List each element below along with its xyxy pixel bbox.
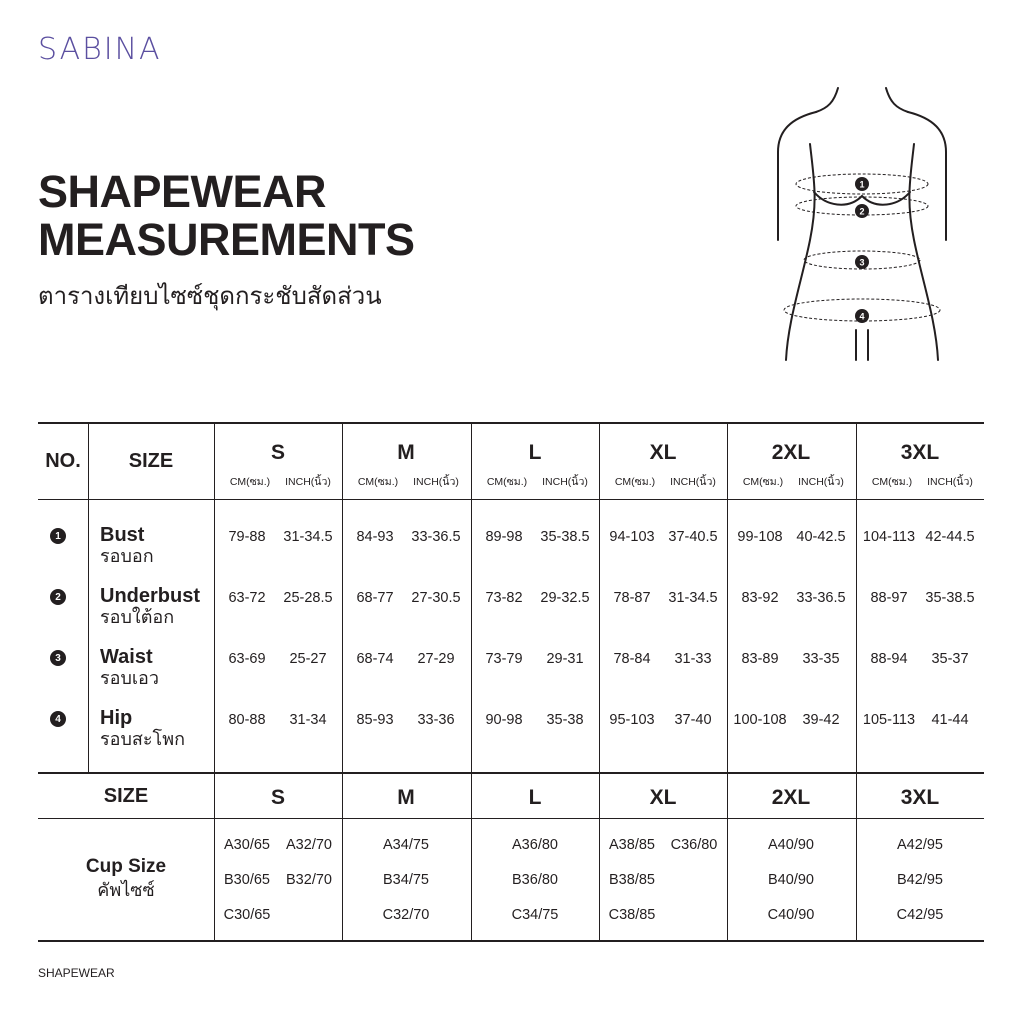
cup-size-value: B40/90 [768,872,814,888]
measurement-name-th: รอบสะโพก [100,729,185,750]
value-cm: 94-103 [609,529,655,545]
value-cm: 100-108 [733,712,787,728]
size-column-header: 2XL [771,441,811,464]
cup-size-column-header: M [397,786,415,809]
cup-size-value: A32/70 [286,837,332,853]
value-inch: 29-32.5 [540,590,590,606]
value-inch: 40-42.5 [796,529,846,545]
cup-size-column-header: 3XL [900,786,940,809]
unit-inch-label: INCH(นิ้ว) [542,475,588,488]
measurement-name-th: รอบใต้อก [100,607,175,628]
unit-inch-label: INCH(นิ้ว) [927,475,973,488]
page-title [38,168,415,264]
cup-size-value: B38/85 [609,872,655,888]
value-cm: 80-88 [228,712,266,728]
marker-3 [855,255,869,269]
value-inch: 37-40.5 [668,529,718,545]
cup-size-column-header: S [270,786,285,809]
measurement-name-th: รอบเอว [100,668,159,689]
unit-cm-label: CM(ซม.) [486,475,528,488]
value-cm: 78-84 [613,651,651,667]
cup-size-value: A42/95 [897,837,943,853]
cup-size-value: C42/95 [896,907,944,923]
value-inch: 31-34.5 [283,529,333,545]
left-torso-line [786,144,815,360]
cup-size-value: A40/90 [768,837,814,853]
cup-size-value: B32/70 [286,872,332,888]
table-header-rule [38,499,984,500]
cup-size-value: C40/90 [767,907,815,923]
measurement-name-en: Bust [100,524,145,546]
value-inch: 25-28.5 [283,590,333,606]
cup-size-value: B42/95 [897,872,943,888]
size-column-header: L [528,441,542,464]
page-subtitle: ตารางเทียบไซซ์ชุดกระชับสัดส่วน [38,282,382,310]
value-cm: 83-89 [741,651,779,667]
unit-cm-label: CM(ซม.) [871,475,913,488]
value-cm: 83-92 [741,590,779,606]
value-cm: 63-69 [228,651,266,667]
value-inch: 41-44 [931,712,969,728]
unit-cm-label: CM(ซม.) [229,475,271,488]
cup-size-value: C30/65 [223,907,271,923]
cup-size-value: C36/80 [670,837,718,853]
cup-size-label-th: คัพไซซ์ [97,880,155,901]
row-number-badge: 2 [50,589,66,605]
svg-text:4: 4 [859,311,865,322]
neck-left-line [816,88,838,112]
value-inch: 35-38.5 [925,590,975,606]
body-measurement-figure [770,80,955,365]
right-torso-line [909,144,938,360]
right-arm-line [908,112,946,240]
value-cm: 88-94 [870,651,908,667]
value-inch: 42-44.5 [925,529,975,545]
cup-size-value: B34/75 [383,872,429,888]
value-inch: 25-27 [289,651,327,667]
row-number-badge: 4 [50,711,66,727]
value-inch: 37-40 [674,712,712,728]
svg-text:3: 3 [859,257,865,268]
value-cm: 84-93 [356,529,394,545]
value-inch: 27-29 [417,651,455,667]
value-cm: 104-113 [862,529,916,545]
cup-size-column-header: L [528,786,542,809]
value-cm: 95-103 [609,712,655,728]
measurement-name [100,585,200,629]
value-cm: 79-88 [228,529,266,545]
cup-size-value: A36/80 [512,837,558,853]
column-divider [471,423,472,941]
cup-size-header: SIZE [103,784,149,807]
value-cm: 85-93 [356,712,394,728]
svg-text:2: 2 [859,206,865,217]
column-divider [856,423,857,941]
measurement-name [100,524,154,568]
unit-inch-label: INCH(นิ้ว) [670,475,716,488]
cup-size-value: C38/85 [608,907,656,923]
no-header: NO. [45,450,81,472]
value-cm: 88-97 [870,590,908,606]
value-cm: 105-113 [862,712,916,728]
marker-4 [855,309,869,323]
cup-size-column-header: XL [649,786,677,809]
unit-inch-label: INCH(นิ้ว) [798,475,844,488]
svg-text:1: 1 [859,179,865,190]
cup-size-value [663,869,725,891]
value-inch: 39-42 [802,712,840,728]
value-cm: 89-98 [485,529,523,545]
value-inch: 33-36.5 [411,529,461,545]
value-inch: 35-37 [931,651,969,667]
value-inch: 31-34.5 [668,590,718,606]
measurement-name [100,707,185,751]
unit-inch-label: INCH(นิ้ว) [413,475,459,488]
value-cm: 63-72 [228,590,266,606]
cup-size-column-header: 2XL [771,786,811,809]
value-cm: 90-98 [485,712,523,728]
value-cm: 73-79 [485,651,523,667]
measurement-name-en: Waist [100,646,153,668]
column-divider [599,423,600,941]
size-column-header: M [397,441,415,464]
size-column-header: S [270,441,285,464]
value-inch: 31-33 [674,651,712,667]
measurement-name-en: Hip [100,707,133,729]
cup-size-value: C32/70 [382,907,430,923]
value-inch: 31-34 [289,712,327,728]
cup-size-value [278,904,340,926]
cup-size-value: A34/75 [383,837,429,853]
cup-size-label-en: Cup Size [85,856,167,877]
brand-logo: SABINA [38,32,162,67]
value-inch: 29-31 [546,651,584,667]
column-divider [342,423,343,941]
size-column-header: XL [649,441,677,464]
value-cm: 68-77 [356,590,394,606]
neck-right-line [886,88,908,112]
cup-bottom-rule [38,940,984,942]
cup-size-value: C34/75 [511,907,559,923]
footer-label: SHAPEWEAR [38,966,115,980]
cup-size-value [663,904,725,926]
value-cm: 99-108 [737,529,783,545]
value-cm: 68-74 [356,651,394,667]
unit-cm-label: CM(ซม.) [614,475,656,488]
unit-cm-label: CM(ซม.) [742,475,784,488]
size-header: SIZE [128,450,174,472]
value-cm: 73-82 [485,590,523,606]
cup-size-value: A30/65 [224,837,270,853]
left-arm-line [778,112,816,240]
unit-cm-label: CM(ซม.) [357,475,399,488]
value-inch: 33-36 [417,712,455,728]
marker-2 [855,204,869,218]
value-inch: 27-30.5 [411,590,461,606]
measurement-name [100,646,159,690]
value-inch: 33-35 [802,651,840,667]
row-number-badge: 1 [50,528,66,544]
title-line-1: SHAPEWEAR [38,166,327,217]
column-divider [214,423,215,941]
unit-inch-label: INCH(นิ้ว) [285,475,331,488]
title-line-2: MEASUREMENTS [38,214,415,265]
measurement-name-en: Underbust [100,585,200,607]
value-inch: 35-38.5 [540,529,590,545]
size-column-header: 3XL [900,441,940,464]
value-inch: 33-36.5 [796,590,846,606]
cup-size-value: A38/85 [609,837,655,853]
cup-size-value: B30/65 [224,872,270,888]
cup-size-value: B36/80 [512,872,558,888]
column-divider [727,423,728,941]
cup-size-label [38,855,214,903]
row-number-badge: 3 [50,650,66,666]
value-inch: 35-38 [546,712,584,728]
value-cm: 78-87 [613,590,651,606]
measurement-name-th: รอบอก [100,546,154,567]
marker-1 [855,177,869,191]
